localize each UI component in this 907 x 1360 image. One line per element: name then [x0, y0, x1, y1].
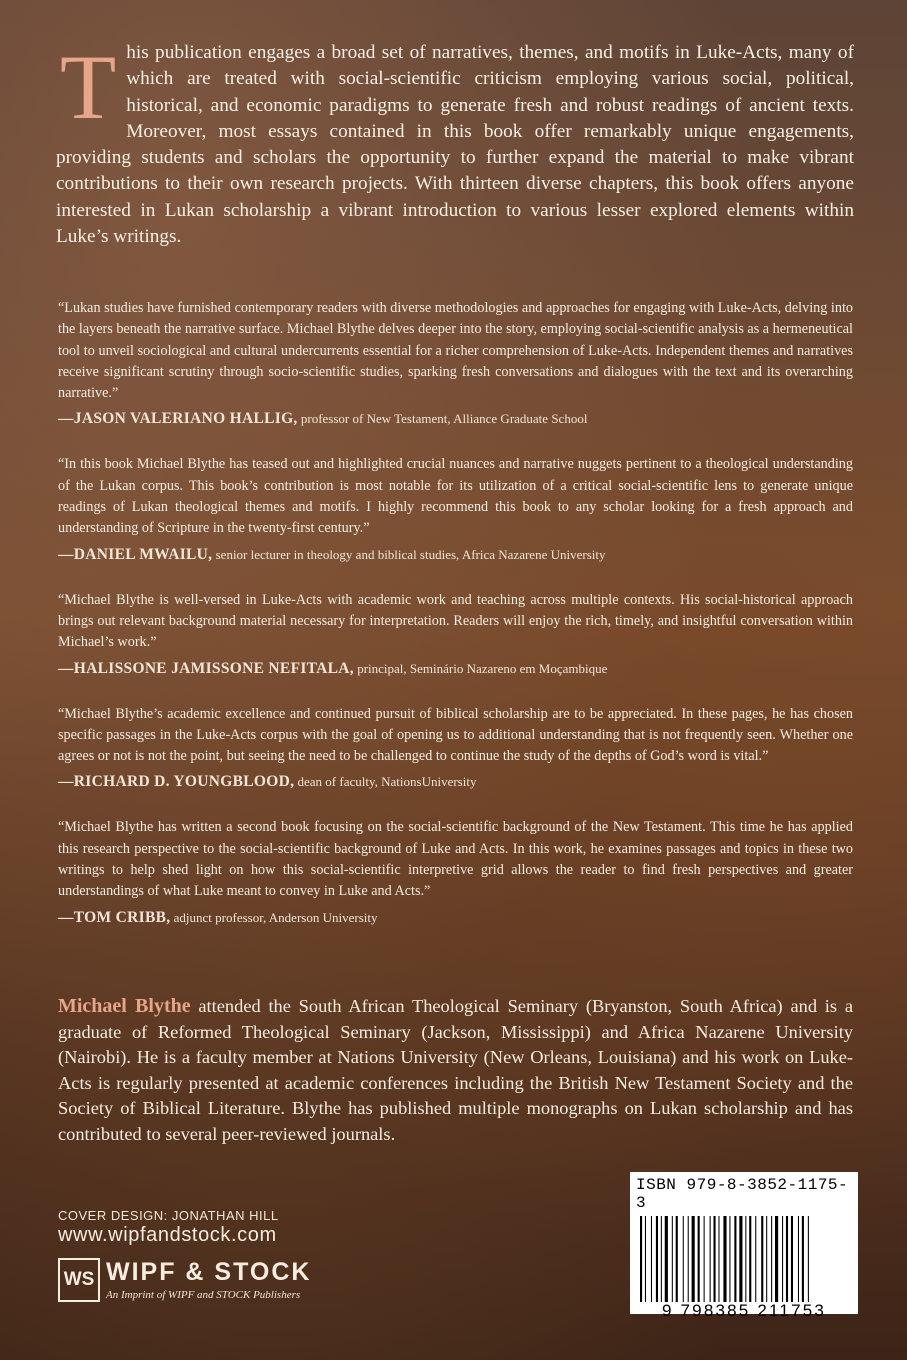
barcode-bar	[766, 1216, 767, 1302]
endorsement-quote: “Lukan studies have furnished contemporary readers with diverse methodologies and approaches for engaging with Luke-Acts, delving into the layers beneath the narrative surface. Michael Blythe delves deeper into the story, employing social-scientific analysis as a hermeneutical tool to unveil sociological and cultural undercurrents essential for a richer comprehension of Luke-Acts. Independent themes and narratives receive significant scrutiny through socio-scientific studies, sparking fresh conversations and dialogues with the text and its overarching narrative.”	[58, 300, 853, 402]
barcode-bar	[651, 1216, 652, 1302]
author-bio-text: attended the South African Theological Seminary (Bryanston, South Africa) and is a graduate of Reformed Theological Seminary (Jackson, Mississippi) and Africa Nazarene University (Nairobi). He is a faculty member at Nations University (New Orleans, Louisiana) and his work on Luke-Acts is regularly presented at academic conferences including the British New Testament Society and the Society of Biblical Literature. Blythe has published multiple monographs on Lukan scholarship and has contributed to several peer-reviewed journals.	[58, 996, 853, 1144]
endorser-name: —DANIEL MWAILU,	[58, 545, 213, 563]
endorsement	[58, 454, 853, 563]
barcode-bar	[775, 1216, 778, 1302]
endorser-title: senior lecturer in theology and biblical studies, Africa Nazarene University	[215, 546, 606, 562]
barcode-bar	[729, 1216, 730, 1302]
barcode-bar	[704, 1216, 705, 1302]
barcode-bar	[734, 1216, 736, 1302]
barcode-bar	[640, 1216, 642, 1302]
barcode-bar	[802, 1216, 804, 1302]
barcode-bar	[688, 1216, 689, 1302]
barcode-bar	[672, 1216, 673, 1302]
cover-design-credit: COVER DESIGN: JONATHAN HILL	[58, 1208, 279, 1223]
barcode-bar	[710, 1216, 711, 1302]
barcode-bar	[698, 1216, 700, 1302]
barcode-bar	[755, 1216, 756, 1302]
barcode-digits: 9 798385 211753	[661, 1301, 827, 1320]
endorser-name: —JASON VALERIANO HALLIG,	[58, 410, 298, 428]
endorsement	[58, 298, 853, 428]
endorsement-quote: “Michael Blythe’s academic excellence and continued pursuit of biblical scholarship are to be appreciated. In these pages, he has chosen specific passages in the Luke-Acts corpus with the goal of opening us to additional understanding that is not frequently seen. Whether one agrees or not is not the point, but seeing the need to be challenged to continue the study of the depths of God’s word is vital.”	[58, 705, 853, 765]
barcode-bar	[745, 1216, 746, 1302]
author-bio	[58, 994, 853, 1148]
endorsement-attribution	[58, 773, 853, 791]
intro-text: his publication engages a broad set of narratives, themes, and motifs in Luke-Acts, many of which are treated with social-scientific criticism employing various social, political, historical, and economic paradigms to generate fresh and robust readings of ancient texts. Moreover, most essays contained in this book offer remarkably unique engagements, providing students and scholars the opportunity to further expand the material to make vibrant contributions to their own research projects. With thirteen diverse chapters, this book offers anyone interested in Lukan scholarship a vibrant introduction to various lesser explored elements within Luke’s writings.	[56, 42, 854, 248]
barcode-bar	[676, 1216, 678, 1302]
endorser-title: dean of faculty, NationsUniversity	[297, 774, 477, 790]
endorser-name: —RICHARD D. YOUNGBLOOD,	[58, 773, 295, 791]
endorsement-attribution	[58, 909, 853, 927]
barcode-bars-icon	[636, 1216, 852, 1302]
endorser-title: adjunct professor, Anderson University	[173, 909, 378, 925]
endorsement-attribution	[58, 410, 853, 428]
barcode-bar	[718, 1216, 719, 1302]
intro-dropcap: T	[60, 36, 117, 138]
barcode-bar	[723, 1216, 726, 1302]
endorsement-attribution	[58, 546, 853, 564]
endorser-name: —TOM CRIBB,	[58, 908, 171, 926]
barcode-bar	[771, 1216, 772, 1302]
endorsement-quote: “In this book Michael Blythe has teased out and highlighted crucial nuances and narrative nuggets pertinent to a theological understanding of the Lukan corpus. This book’s contribution is most notable for its utilization of a critical social-scientific lens to generate unique readings of Lukan theological themes and motifs. I highly recommend this book to any scholar looking for a fresh approach and understanding of Scripture in the twenty-first century.”	[58, 456, 853, 537]
barcode-bar	[665, 1216, 668, 1302]
publisher-logo	[58, 1258, 378, 1304]
isbn-label: ISBN 979-8-3852-1175-3	[636, 1176, 849, 1212]
barcode-bar	[761, 1216, 763, 1302]
endorsement-quote: “Michael Blythe has written a second book focusing on the social-scientific background of the New Testament. This time he has applied this research perspective to the social-scientific background of Luke and Acts. In this work, he examines passages and topics in these two writings to help shed light on how this social-scientific interpretive grid allows the reader to find fresh perspectives and greater understandings of what Luke meant to convey in Luke and Acts.”	[58, 819, 853, 900]
publisher-name: WIPF & STOCK	[106, 1258, 312, 1286]
endorsement	[58, 817, 853, 926]
endorser-title: professor of New Testament, Alliance Graduate School	[300, 411, 588, 427]
intro-paragraph	[56, 36, 854, 250]
publisher-website: www.wipfandstock.com	[58, 1224, 277, 1246]
barcode-bar	[683, 1216, 684, 1302]
barcode-bar	[782, 1216, 783, 1302]
barcode-bar	[692, 1216, 695, 1302]
barcode-bar	[798, 1216, 799, 1302]
barcode-bar	[749, 1216, 751, 1302]
endorsement-quote: “Michael Blythe is well-versed in Luke-Acts with academic work and teaching across multiple contexts. His social-historical approach brings out relevant background material necessary for interpretation. Readers will enjoy the rich, timely, and insightful conversation within Michael’s work.”	[58, 591, 853, 651]
endorser-name: —HALISSONE JAMISSONE NEFITALA,	[58, 659, 354, 677]
barcode-bar	[656, 1216, 658, 1302]
endorser-title: principal, Seminário Nazareno em Moçambique	[357, 660, 608, 676]
barcode-bar	[714, 1216, 716, 1302]
endorsement	[58, 590, 853, 678]
endorsements-section	[58, 298, 853, 953]
isbn-barcode	[630, 1172, 858, 1320]
author-name: Michael Blythe	[58, 995, 191, 1017]
ws-logo-icon: WS	[58, 1258, 100, 1302]
barcode-bar	[645, 1216, 646, 1302]
endorsement	[58, 704, 853, 792]
publisher-tagline: An Imprint of WIPF and STOCK Publishers	[106, 1289, 301, 1301]
endorsement-attribution	[58, 660, 853, 678]
barcode-bar	[808, 1216, 809, 1302]
barcode-bar	[791, 1216, 793, 1302]
barcode-bar	[661, 1216, 662, 1302]
barcode-bar	[786, 1216, 788, 1302]
barcode-bar	[739, 1216, 742, 1302]
